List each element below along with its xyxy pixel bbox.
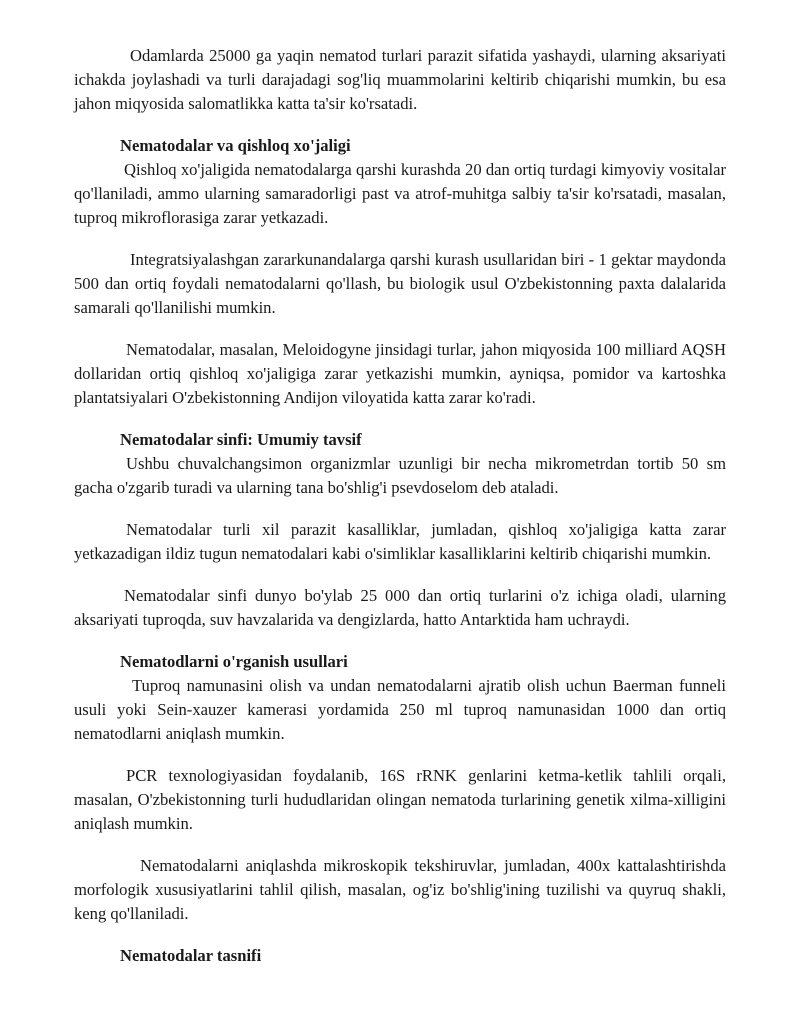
paragraph-text: Nematodalarni aniqlashda mikroskopik tekshiruvlar, jumladan, 400x kattalashtirishda morfologik xususiyatlarini tahlil qilish, masalan, og'iz bo'shlig'ining tuzilishi va quyruq shakli, keng qo'llaniladi. [74, 856, 726, 923]
paragraph-text: Tuproq namunasini olish va undan nematodalarni ajratib olish uchun Baerman funneli usuli yoki Sein-xauzer kamerasi yordamida 250 ml tuproq namunasidan 1000 dan ortiq nematodlarni aniqlash mumkin. [74, 676, 726, 743]
section-heading: Nematodalar va qishloq xo'jaligi [120, 136, 351, 155]
paragraph-text: Nematodalar sinfi dunyo bo'ylab 25 000 dan ortiq turlarini o'z ichiga oladi, ularning aksariyati tuproqda, suv havzalarida va dengizlarda, hatto Antarktida ham uchraydi. [74, 586, 726, 629]
section-heading: Nematodalar tasnifi [120, 946, 262, 965]
paragraph-text: Integratsiyalashgan zararkunandalarga qarshi kurash usullaridan biri - 1 gektar maydonda 500 dan ortiq foydali nematodalarni qo'llash, bu biologik usul O'zbekistonning paxta dalalarida samarali qo'llanilishi mumkin. [74, 250, 726, 317]
paragraph-text: Odamlarda 25000 ga yaqin nematod turlari parazit sifatida yashaydi, ularning aksariyati ichakda joylashadi va turli darajadagi sog'liq muammolarini keltirib chiqarishi mumkin, bu esa jahon miqyosida salomatlikka katta ta'sir ko'rsatadi. [74, 46, 726, 113]
section-heading: Nematodalar sinfi: Umumiy tavsif [120, 430, 362, 449]
paragraph-text: Nematodalar, masalan, Meloidogyne jinsidagi turlar, jahon miqyosida 100 milliard AQSH dollaridan ortiq qishloq xo'jaligiga zarar yetkazishi mumkin, ayniqsa, pomidor va kartoshka plantatsiyalari O'zbekistonning Andijon viloyatida katta zarar ko'radi. [74, 340, 726, 407]
paragraph [74, 584, 726, 632]
paragraph [74, 518, 726, 566]
paragraph [74, 338, 726, 410]
paragraph-text: Ushbu chuvalchangsimon organizmlar uzunligi bir necha mikrometrdan tortib 50 sm gacha o'zgarib turadi va ularning tana bo'shlig'i psevdoselom deb ataladi. [74, 454, 726, 497]
paragraph [74, 854, 726, 926]
paragraph-text: Qishloq xo'jaligida nematodalarga qarshi kurashda 20 dan ortiq turdagi kimyoviy vositalar qo'llaniladi, ammo ularning samaradorligi past va atrof-muhitga salbiy ta'sir ko'rsatadi, masalan, tuproq mikroflorasiga zarar yetkazadi. [74, 160, 726, 227]
section-heading: Nematodlarni o'rganish usullari [120, 652, 348, 671]
paragraph [74, 452, 726, 500]
paragraph [74, 158, 726, 230]
paragraph-text: Nematodalar turli xil parazit kasalliklar, jumladan, qishloq xo'jaligiga katta zarar yetkazadigan ildiz tugun nematodalari kabi o'simliklar kasalliklarini keltirib chiqarishi mumkin. [74, 520, 726, 563]
paragraph [74, 764, 726, 836]
paragraph [74, 248, 726, 320]
paragraph-text: PCR texnologiyasidan foydalanib, 16S rRNK genlarini ketma-ketlik tahlili orqali, masalan, O'zbekistonning turli hududlaridan olingan nematoda turlarining genetik xilma-xilligini aniqlash mumkin. [74, 766, 726, 833]
paragraph [74, 674, 726, 746]
paragraph [74, 44, 726, 116]
